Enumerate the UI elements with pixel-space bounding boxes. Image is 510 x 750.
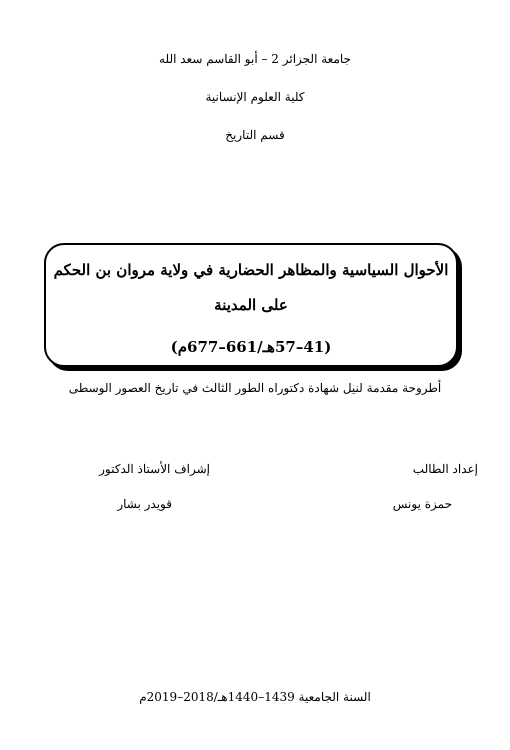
university-name: جامعة الجزائر 2 – أبو القاسم سعد الله	[159, 52, 351, 66]
thesis-description: أطروحة مقدمة لنيل شهادة دكتوراه الطور الثالث في تاريخ العصور الوسطى	[68, 381, 442, 395]
student-label: إعداد الطالب	[412, 462, 478, 476]
thesis-title-line-2: على المدينة	[214, 296, 288, 314]
thesis-title-line-1: الأحوال السياسية والمظاهر الحضارية في ولاية مروان بن الحكم	[53, 261, 449, 279]
faculty-name: كلية العلوم الإنسانية	[205, 90, 305, 104]
title-box	[44, 243, 458, 367]
supervisor-label: إشراف الأستاذ الدكتور	[99, 462, 210, 476]
supervisor-name: قويدر بشار	[117, 497, 172, 511]
thesis-title-dates: (41–57هـ/661–677م)	[170, 338, 332, 356]
academic-year: السنة الجامعية 1439–1440هـ/2018–2019م	[139, 690, 371, 704]
student-name: حمزة يونس	[392, 497, 452, 511]
department-name: قسم التاريخ	[225, 128, 285, 142]
